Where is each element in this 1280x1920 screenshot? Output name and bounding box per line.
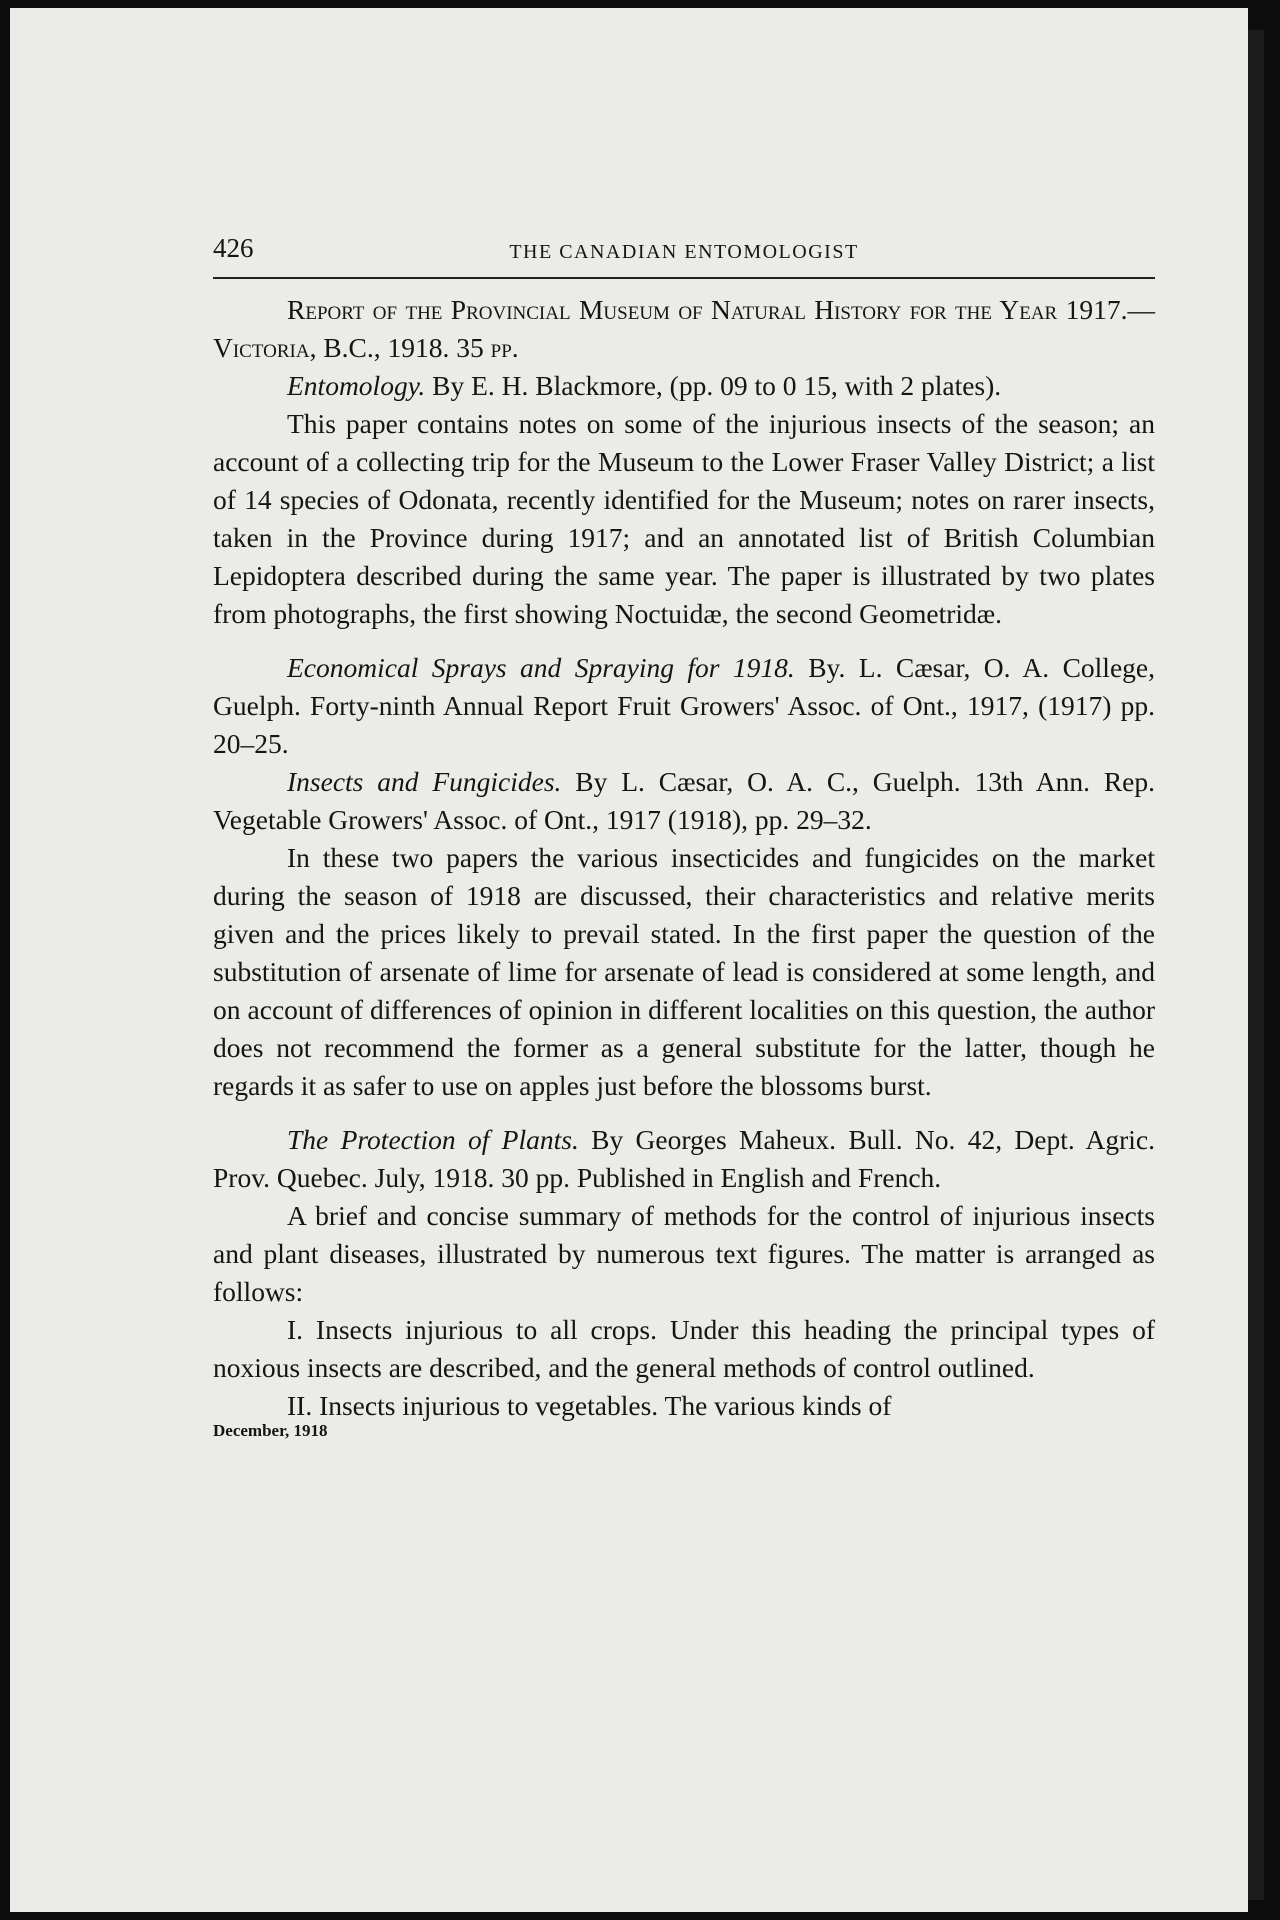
citation-insects-fungicides: [213, 763, 1155, 839]
journal-page: [10, 8, 1248, 1912]
issue-date-footer: December, 1918: [213, 1421, 328, 1440]
list-item-section-ii: II. Insects injurious to vegetables. The various kinds of: [287, 1390, 892, 1421]
citation-details: By L. Cæsar, O. A. C., Guelph. 13th Ann. Rep. Vegetable Growers' Assoc. of Ont., 1917 (1918), pp. 29–32.: [213, 766, 1155, 835]
citation-protection-plants: [213, 1121, 1155, 1197]
running-title: THE CANADIAN ENTOMOLOGIST: [509, 241, 859, 263]
citation-title: The Protection of Plants.: [287, 1124, 579, 1155]
page-header: [213, 233, 1155, 273]
citation-economical-sprays: [213, 649, 1155, 763]
header-rule: [213, 277, 1155, 279]
page-number: 426: [213, 233, 254, 263]
page-content: [213, 233, 1155, 1441]
scan-edge: [1248, 30, 1264, 1900]
list-item-section-i: I. Insects injurious to all crops. Under this heading the principal types of noxious insects are described, and the general methods of control outlined.: [213, 1314, 1155, 1383]
citation-title: Entomology.: [287, 370, 426, 401]
summary-paragraph: A brief and concise summary of methods for the control of injurious insects and plant diseases, illustrated by numerous text figures. The matter is arranged as follows:: [213, 1200, 1155, 1307]
report-heading: Report of the Provincial Museum of Natural History for the Year 1917.—Victoria, B.C., 1918. 35 pp.: [213, 294, 1155, 363]
citation-title: Economical Sprays and Spraying for 1918.: [287, 652, 795, 683]
citation-details: By Georges Maheux. Bull. No. 42, Dept. Agric. Prov. Quebec. July, 1918. 30 pp. Published in English and French.: [213, 1124, 1156, 1193]
citation-details: By. L. Cæsar, O. A. College, Guelph. Forty-ninth Annual Report Fruit Growers' Assoc. of Ont., 1917, (1917) pp. 20–25.: [213, 652, 1155, 759]
summary-paragraph: This paper contains notes on some of the injurious insects of the season; an account of a collecting trip for the Museum to the Lower Fraser Valley District; a list of 14 species of Odonata, recently identified for the Museum; notes on rarer insects, taken in the Province during 1917; and an annotated list of British Columbian Lepidoptera described during the same year. The paper is illustrated by two plates from photographs, the first showing Noctuidæ, the second Geometridæ.: [213, 408, 1155, 629]
citation-title: Insects and Fungicides.: [287, 766, 562, 797]
citation-details: By E. H. Blackmore, (pp. 09 to 0 15, with 2 plates).: [425, 370, 1002, 401]
summary-paragraph: In these two papers the various insecticides and fungicides on the market during the season of 1918 are discussed, their characteristics and relative merits given and the prices likely to prevail stated. In the first paper the question of the substitution of arsenate of lime for arsenate of lead is considered at some length, and on account of differences of opinion in different localities on this question, the author does not recommend the former as a general substitute for the latter, though he regards it as safer to use on apples just before the blossoms burst.: [213, 842, 1155, 1101]
citation-entomology: [213, 367, 1155, 405]
